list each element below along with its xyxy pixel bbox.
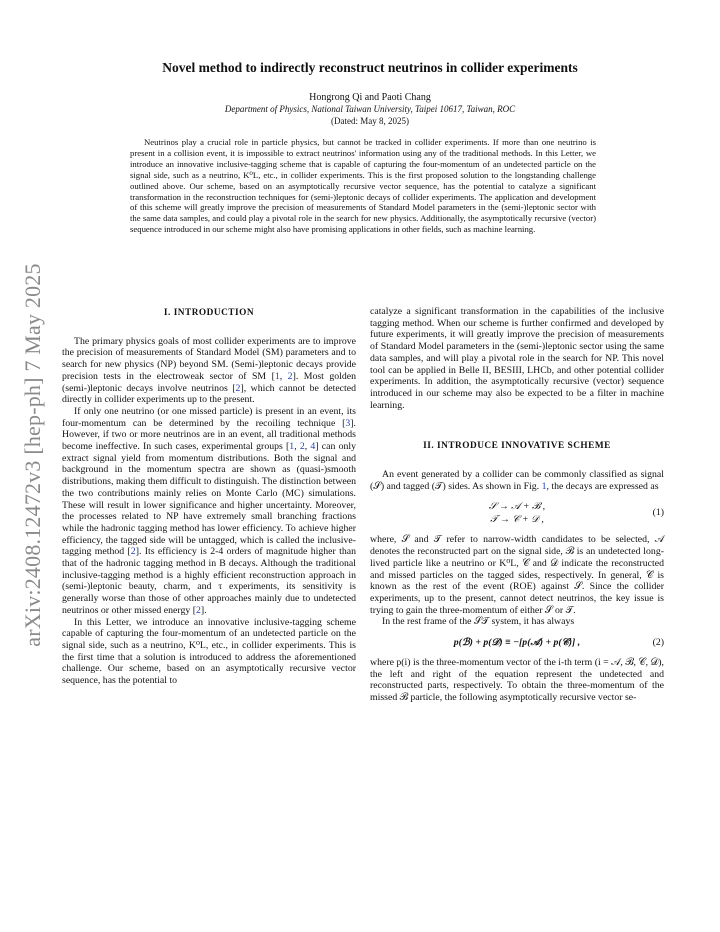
- intro-paragraph-2: If only one neutrino (or one missed particle) is present in an event, its four-momentum can be determined by the recoiling technique [3]. However, if two or more neutrinos are in an event, all traditional methods become ineffective. In such cases, experimental groups [1, 2, 4] can only extract signal yield from momentum distributions. Both the signal and background in the momentum spectra are shown as (quasi-)smooth distributions, making them difficult to distinguish. The distinction between the two contributions mainly relies on Monte Carlo (MC) simulations. These will result in lower significance and higher uncertainty. Moreover, the processes related to NP have extremely small branching fractions while the hadronic tagging method has lower efficiency. To achieve higher efficiency, the tagged side will be untagged, which is called the inclusive-tagging method [2]. Its efficiency is 2-4 orders of magnitude higher than that of the hadronic tagging method in B decays. Although the traditional inclusive-tagging method is a highly efficient reconstruction approach in (semi-)leptonic beauty, charm, and τ experiments, its sensitivity is generally worse than those of other approaches mainly due to undetected neutrinos or other missed energy [2].: [62, 405, 356, 616]
- arxiv-identifier-stamp: [14, 250, 52, 660]
- scheme-paragraph-2: where, 𝒮 and 𝒯 refer to narrow-width candidates to be selected, 𝒜 denotes the reconstructed part on the signal side, ℬ is an undetected long-lived particle like a neutrino or K⁰L, 𝒞 and 𝒟 indicate the reconstructed and missed particles on the tagged sides, respectively. In general, 𝒞 is known as the rest of the event (ROE) against 𝒮. Since the collider experiments, up to the present, cannot detect neutrinos, the key issue is trying to gain the three-momentum of either 𝒮 or 𝒯.: [370, 534, 664, 616]
- citation-link[interactable]: 2: [235, 382, 241, 394]
- right-column: [370, 306, 664, 704]
- paper-title: Novel method to indirectly reconstruct neutrinos in collider experiments: [162, 60, 578, 75]
- citation-link[interactable]: 1: [289, 441, 295, 453]
- equation-1: [370, 500, 664, 526]
- left-column: [62, 300, 356, 687]
- citation-link[interactable]: 3: [345, 417, 351, 429]
- equation-2: [370, 636, 664, 649]
- scheme-paragraph-4: where p(i) is the three-momentum vector of the i-th term (i = 𝒜, ℬ, 𝒞, 𝒟), the left and right of the equation represent the undetected and reconstructed parts, respectively. To obtain the three-momentum of the missed ℬ particle, the following asymptotically recursive vector se-: [370, 657, 664, 704]
- abstract: Neutrinos play a crucial role in particle physics, but cannot be tracked in collider experiments. If more than one neutrino is present in a collision event, it is impossible to extract neutrinos' information using any of the traditional methods. In this Letter, we introduce an innovative inclusive-tagging scheme that is capable of capturing the four-momentum of an undetected particle on the signal side, such as a neutrino, K⁰L, etc., in collider experiments. This is the first proposed solution to the longstanding challenge outlined above. Our scheme, based on an asymptotically recursive vector sequence, has the potential to catalyze a significant transformation in the reconstruction techniques for (semi-)leptonic decays of collider experiments. The application and development of this scheme will greatly improve the precision of measurements of Standard Model parameters in the (semi-)leptonic sector with the same data samples, and could play a pivotal role in the search for new physics. Additionally, the asymptotically recursive (vector) sequence introduced in our scheme might also have promising applications in other fields, such as machine learning.: [130, 137, 596, 235]
- intro-paragraph-1: The primary physics goals of most collider experiments are to improve the precision of measurements of Standard Model (SM) parameters and to search for new physics (NP) beyond SM. (Semi-)leptonic decays provide precision tests in the electroweak sector of SM [1, 2]. Most golden (semi-)leptonic decays involve neutrinos [2], which cannot be detected directly in collider experiments up to the present.: [62, 335, 356, 406]
- equation-number: (2): [652, 636, 664, 648]
- figure-reference-link[interactable]: 1: [541, 480, 547, 492]
- citation-link[interactable]: 2: [195, 604, 201, 616]
- scheme-paragraph-3: In the rest frame of the 𝒮𝒯 system, it has always: [382, 616, 575, 628]
- paper-date: (Dated: May 8, 2025): [331, 116, 409, 126]
- intro-paragraph-3: In this Letter, we introduce an innovative inclusive-tagging scheme capable of capturing the four-momentum of an undetected particle on the signal side, such as a neutrino, K⁰L, etc., in collider experiments. This is the first time that a solution is introduced to address the aforementioned challenge. Our scheme, based on an asymptotically recursive vector sequence, has the potential to: [62, 616, 356, 687]
- section-heading-introduction: I. INTRODUCTION: [163, 308, 255, 318]
- citation-link[interactable]: 2: [287, 370, 293, 382]
- arxiv-id-text: arXiv:2408.12472v3 [hep-ph] 7 May 2025: [20, 263, 45, 647]
- author-affiliation: Department of Physics, National Taiwan University, Taipei 10617, Taiwan, ROC: [224, 104, 516, 114]
- equation-1-line-2: 𝒯 → 𝒞 + 𝒟 ,: [490, 514, 544, 526]
- intro-paragraph-continued: catalyze a significant transformation in the capabilities of the inclusive tagging method. When our scheme is further confirmed and developed by future experiments, it will greatly improve the precision of measurements of Standard Model parameters in the (semi-)leptonic sector using the same data samples, and will play a pivotal role in the search for NP. This novel tool can be applied in Belle II, BESIII, LHCb, and other potential collider experiments. In addition, the asymptotically recursive (vector) sequence introduced in our scheme may also be expected to be a filter in machine learning.: [370, 306, 664, 411]
- citation-link[interactable]: 2: [130, 546, 136, 558]
- equation-number: (1): [652, 507, 664, 519]
- equation-1-line-1: 𝒮 → 𝒜 + ℬ ,: [488, 501, 546, 513]
- paper-authors: Hongrong Qi and Paoti Chang: [309, 92, 431, 103]
- citation-link[interactable]: 4: [310, 441, 316, 453]
- scheme-paragraph-1: An event generated by a collider can be commonly classified as signal (𝒮) and tagged (𝒯) sides. As shown in Fig. 1, the decays are expressed as: [370, 469, 664, 492]
- equation-2-body: p(ℬ) + p(𝒟) ≡ −[p(𝒜) + p(𝒞)] ,: [453, 637, 581, 649]
- section-heading-scheme: II. INTRODUCE INNOVATIVE SCHEME: [423, 441, 611, 452]
- citation-link[interactable]: 1: [274, 370, 280, 382]
- citation-link[interactable]: 2: [299, 441, 305, 453]
